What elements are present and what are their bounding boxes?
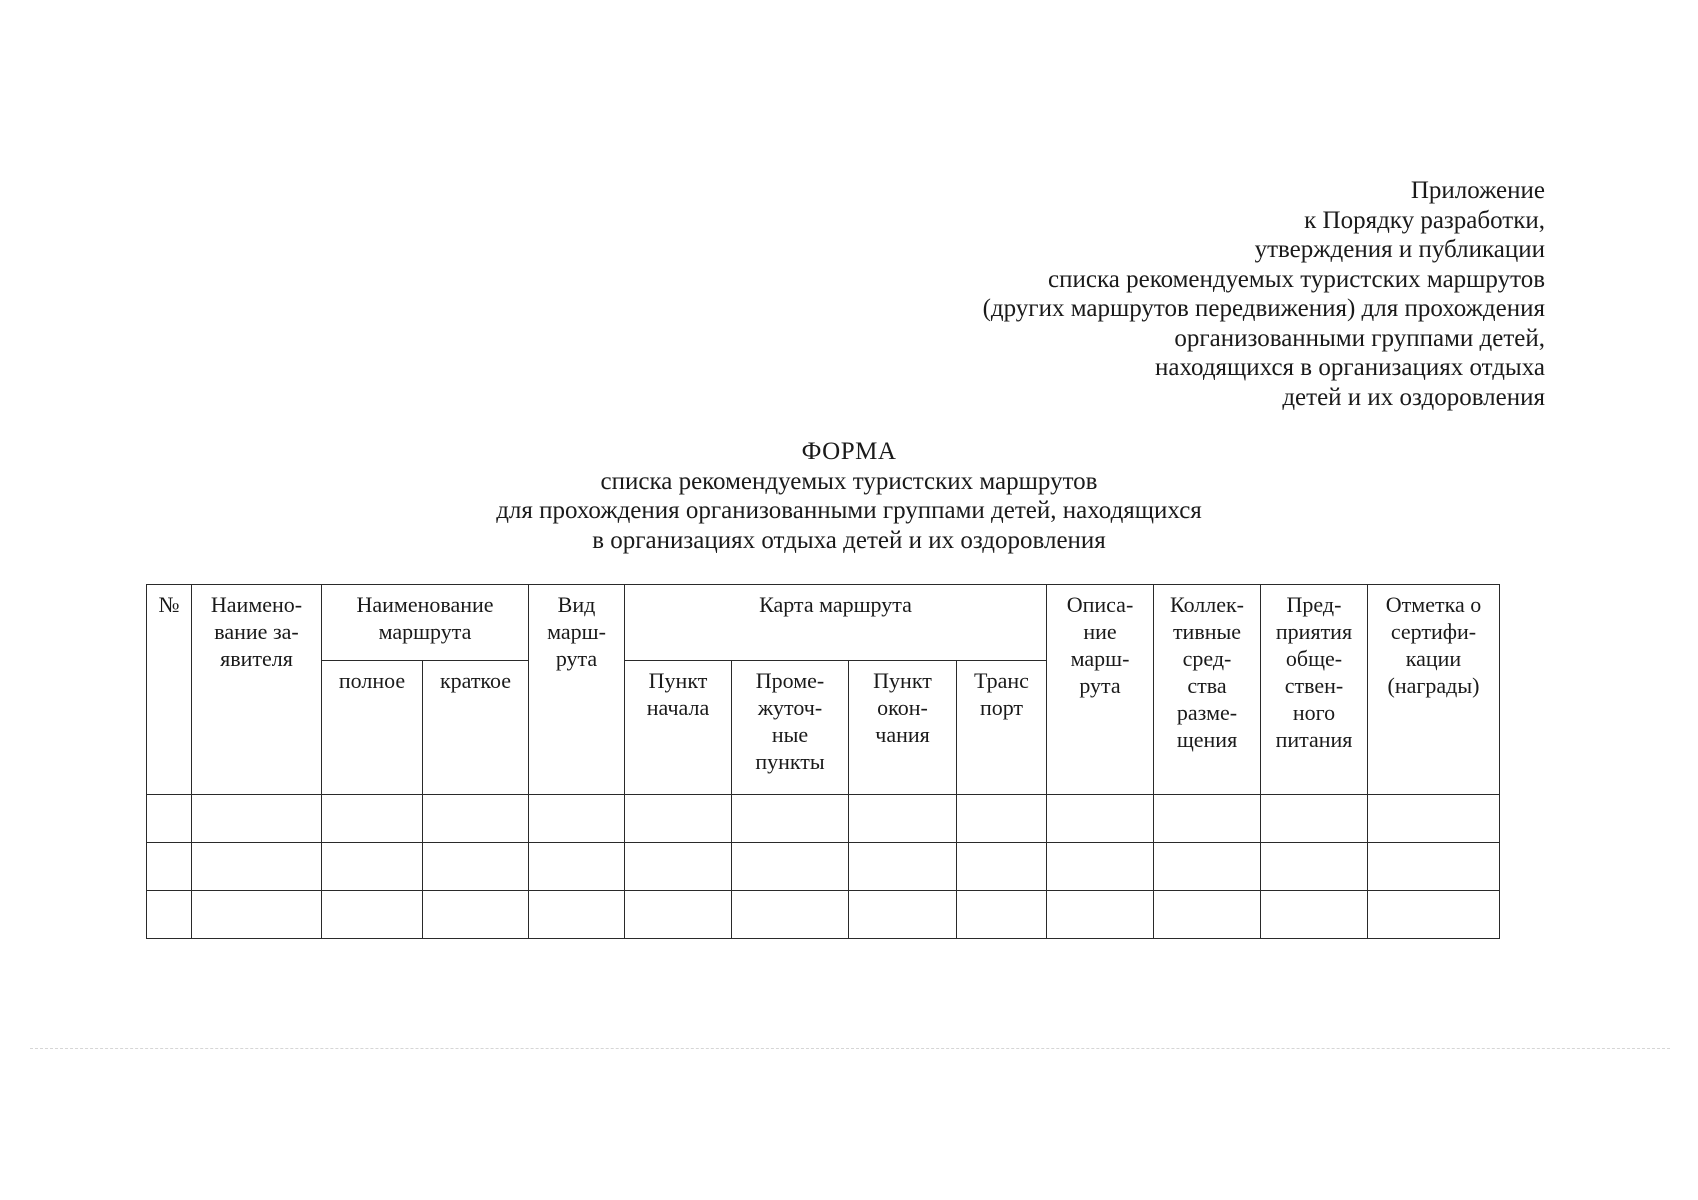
table-cell <box>529 891 625 939</box>
header-applicant: Наимено- вание за- явителя <box>192 585 322 795</box>
table-cell <box>1368 891 1500 939</box>
header-catering: Пред- приятия обще- ствен- ного питания <box>1261 585 1368 795</box>
table-cell <box>147 891 192 939</box>
header-route-name-short: краткое <box>423 661 529 795</box>
table-row <box>147 891 1500 939</box>
table-cell <box>1154 891 1261 939</box>
header-route-map: Карта маршрута <box>625 585 1047 661</box>
header-route-description: Описа- ние марш- рута <box>1047 585 1154 795</box>
table-cell <box>1154 795 1261 843</box>
table-cell <box>192 891 322 939</box>
header-map-intermediate: Проме- жуточ- ные пункты <box>732 661 849 795</box>
form-subtitle-line: списка рекомендуемых туристских маршрутов <box>600 467 1098 495</box>
table-cell <box>1047 843 1154 891</box>
header-certification: Отметка о сертифи- кации (награды) <box>1368 585 1500 795</box>
table-cell <box>322 891 423 939</box>
appendix-line: (других маршрутов передвижения) для прохождения <box>982 295 1545 322</box>
table-cell <box>957 843 1047 891</box>
table-cell <box>1261 843 1368 891</box>
header-number: № <box>147 585 192 795</box>
table-cell <box>1047 795 1154 843</box>
table-cell <box>423 795 529 843</box>
appendix-note <box>983 176 1545 412</box>
header-accommodation: Коллек- тивные сред- ства разме- щения <box>1154 585 1261 795</box>
table-cell <box>732 891 849 939</box>
table-cell <box>1261 891 1368 939</box>
form-subtitle-line: в организациях отдыха детей и их оздоровления <box>592 526 1106 554</box>
table-cell <box>957 891 1047 939</box>
appendix-line: Приложение <box>1410 177 1545 204</box>
appendix-line: организованными группами детей, <box>1174 324 1545 352</box>
table-cell <box>1047 891 1154 939</box>
scan-artifact-line <box>30 1048 1670 1051</box>
form-title <box>0 437 1698 555</box>
table-cell <box>529 843 625 891</box>
table-cell <box>732 843 849 891</box>
table-cell <box>625 795 732 843</box>
table-cell <box>147 843 192 891</box>
routes-table-wrapper <box>146 584 1500 939</box>
appendix-line: детей и их оздоровления <box>1282 383 1545 411</box>
table-cell <box>957 795 1047 843</box>
table-cell <box>849 795 957 843</box>
table-cell <box>192 843 322 891</box>
header-route-type: Вид марш- рута <box>529 585 625 795</box>
header-route-name: Наименование маршрута <box>322 585 529 661</box>
table-cell <box>1368 795 1500 843</box>
table-cell <box>529 795 625 843</box>
header-map-transport: Транс порт <box>957 661 1047 795</box>
table-row <box>147 795 1500 843</box>
table-cell <box>322 843 423 891</box>
routes-table <box>146 584 1500 939</box>
table-cell <box>625 891 732 939</box>
appendix-line: к Порядку разработки, <box>1304 206 1545 234</box>
appendix-line: утверждения и публикации <box>1254 236 1545 263</box>
table-cell <box>849 843 957 891</box>
form-heading: ФОРМА <box>801 438 897 465</box>
header-map-start: Пункт начала <box>625 661 732 795</box>
table-cell <box>625 843 732 891</box>
table-cell <box>147 795 192 843</box>
header-route-name-full: полное <box>322 661 423 795</box>
table-cell <box>732 795 849 843</box>
header-map-end: Пункт окон- чания <box>849 661 957 795</box>
table-cell <box>1154 843 1261 891</box>
table-cell <box>423 843 529 891</box>
appendix-line: находящихся в организациях отдыха <box>1155 354 1545 381</box>
appendix-line: списка рекомендуемых туристских маршрутов <box>1048 265 1545 293</box>
table-cell <box>849 891 957 939</box>
table-cell <box>1368 843 1500 891</box>
table-cell <box>423 891 529 939</box>
form-subtitle-line: для прохождения организованными группами детей, находящихся <box>496 497 1202 524</box>
table-cell <box>322 795 423 843</box>
table-row <box>147 843 1500 891</box>
table-cell <box>192 795 322 843</box>
table-cell <box>1261 795 1368 843</box>
table-body <box>147 795 1500 939</box>
